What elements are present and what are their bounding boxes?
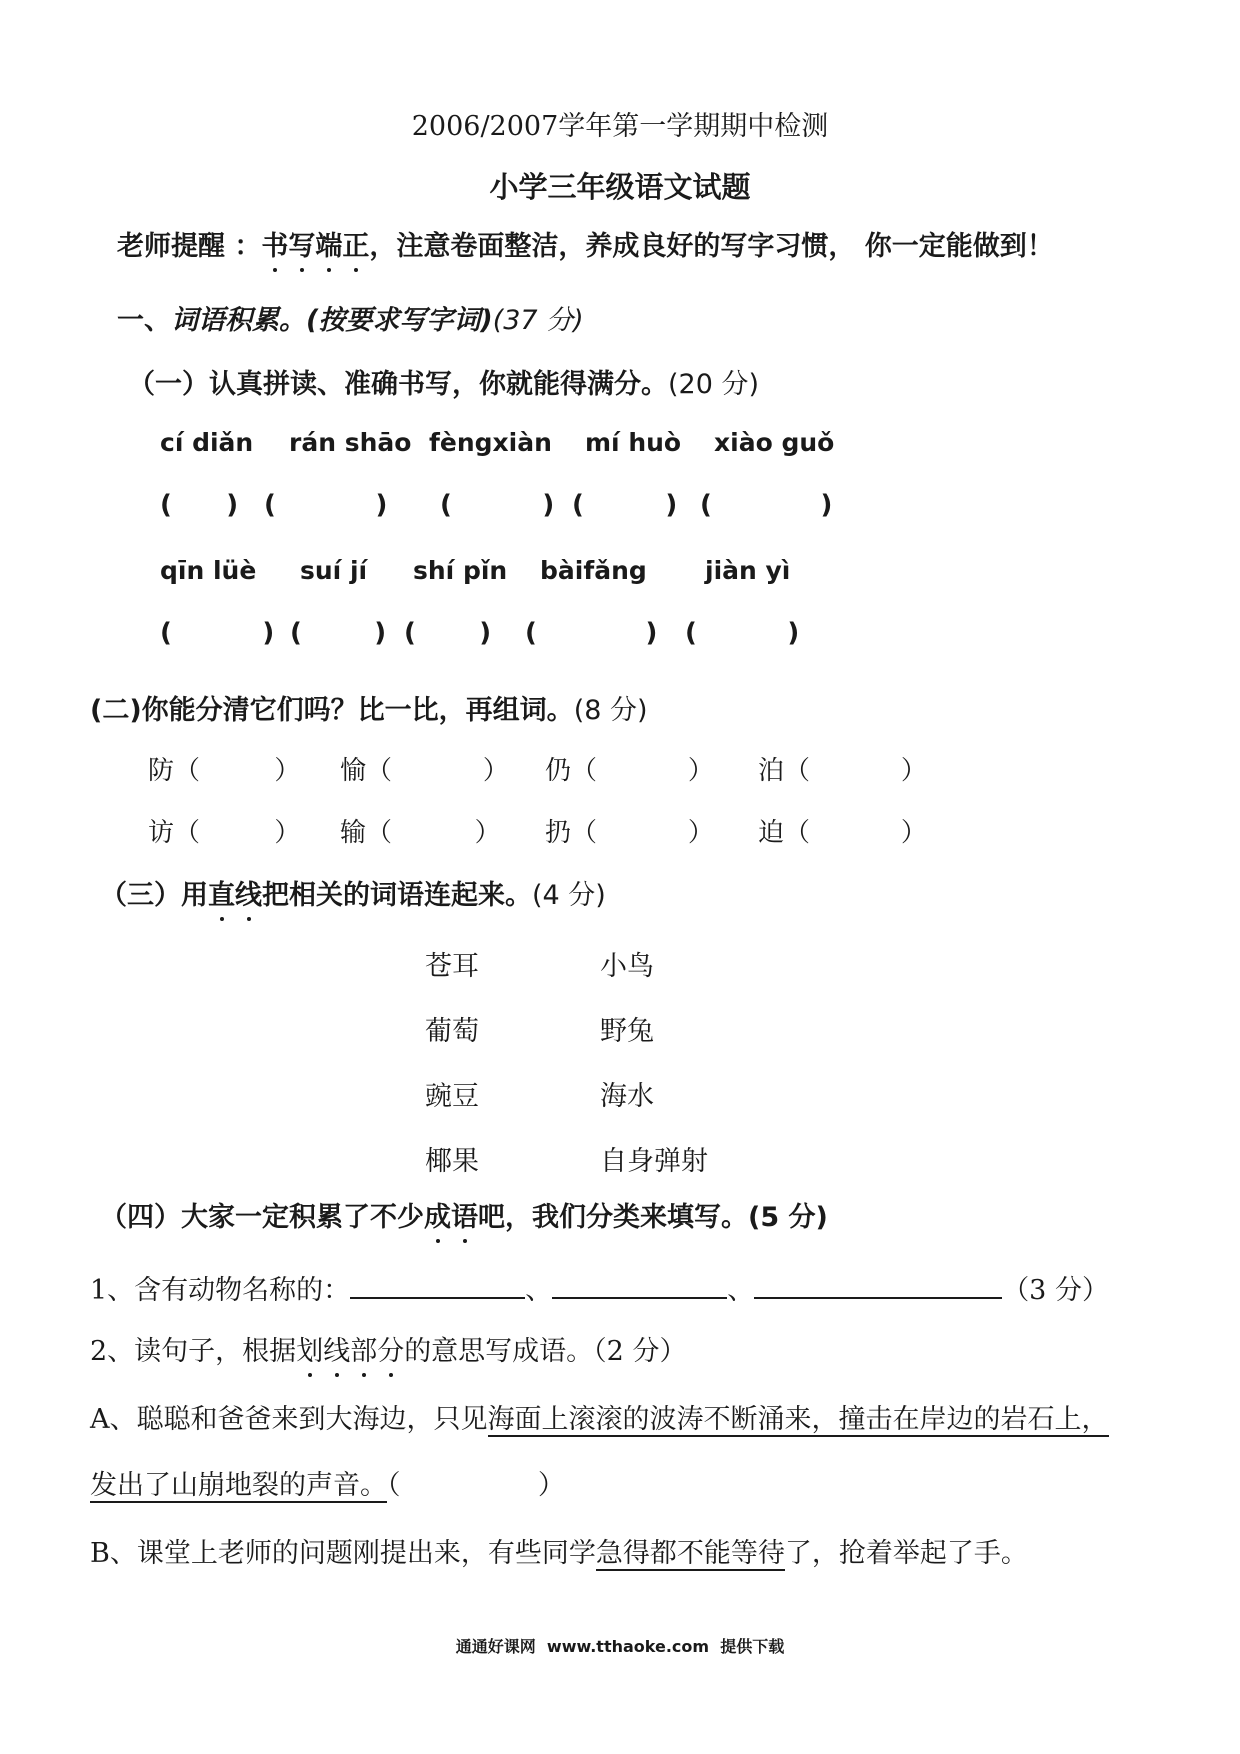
- emphasis-char: 线: [323, 1336, 351, 1367]
- part3-score: (4 分): [532, 880, 606, 911]
- question-2: 2、读句子，根据划线部分的意思写成语。（2 分）: [90, 1336, 687, 1367]
- compare-item: 仍（ ）: [545, 756, 714, 786]
- question-b-underlined: 急得都不能等待: [595, 1538, 785, 1569]
- emphasis-char: 正: [342, 231, 370, 262]
- question-2-dotted-text: [296, 1336, 404, 1367]
- part2-heading: [90, 688, 648, 727]
- question-1-score: （3 分）: [1002, 1275, 1109, 1306]
- emphasis-char: 书: [261, 231, 289, 262]
- compare-item: 访（ ）: [148, 818, 301, 848]
- idiom-blank-1[interactable]: [350, 1273, 525, 1299]
- match-left-item[interactable]: 椰果: [425, 1146, 479, 1177]
- answer-box[interactable]: ( ): [700, 490, 833, 520]
- match-right-item[interactable]: 小鸟: [600, 951, 654, 982]
- part4-score: (5 分): [748, 1202, 828, 1233]
- question-b: B、课堂上老师的问题刚提出来，有些同学急得都不能等待了，抢着举起了手。: [90, 1538, 1028, 1569]
- pinyin-item: bàifǎng: [540, 556, 647, 585]
- question-a-line-2: [90, 1463, 565, 1502]
- pinyin-item: suí jí: [300, 556, 368, 585]
- part1-score: (20 分): [668, 369, 760, 400]
- pinyin-item: rán shāo: [289, 428, 412, 457]
- compare-item: 输（ ）: [340, 818, 501, 848]
- reminder-text: ，注意卷面整洁，养成良好的写字习惯， 你一定能做到！: [369, 231, 1054, 262]
- part4-dotted-text: [424, 1202, 478, 1233]
- match-right-item[interactable]: 海水: [600, 1081, 654, 1112]
- answer-box[interactable]: ( ): [290, 618, 387, 648]
- pinyin-item: xiào guǒ: [714, 428, 835, 457]
- pinyin-item: qīn lüè: [160, 556, 257, 585]
- compare-item: 迫（ ）: [758, 818, 927, 848]
- emphasis-char: 直: [208, 880, 235, 911]
- answer-box[interactable]: ( ): [160, 618, 275, 648]
- part4-heading: （四）大家一定积累了不少成语吧，我们分类来填写。(5 分): [100, 1202, 828, 1233]
- compare-item: 泊（ ）: [758, 756, 927, 786]
- emphasis-char: 端: [315, 231, 343, 262]
- section1-prefix: 一、: [117, 305, 171, 336]
- emphasis-char: 部: [350, 1336, 378, 1367]
- answer-box[interactable]: ( ): [404, 618, 492, 648]
- question-a-underlined-2: 发出了山崩地裂的声音。: [90, 1470, 387, 1501]
- emphasis-char: 线: [235, 880, 262, 911]
- pinyin-item: cí diǎn: [160, 428, 254, 457]
- part1-heading: [128, 362, 759, 401]
- pinyin-item: jiàn yì: [705, 556, 791, 585]
- part3-heading: （三）用直线把相关的词语连起来。(4 分): [100, 880, 606, 911]
- part2-title: (二)你能分清它们吗？比一比，再组词。: [90, 695, 574, 726]
- compare-item: 防（ ）: [148, 756, 301, 786]
- answer-box[interactable]: ( ): [525, 618, 658, 648]
- answer-box[interactable]: ( ): [264, 490, 388, 520]
- compare-item: 扔（ ）: [545, 818, 714, 848]
- part3-dotted-text: [208, 880, 262, 911]
- part2-score: (8 分): [573, 695, 648, 726]
- question-a-line-1: A、聪聪和爸爸来到大海边，只见海面上滚滚的波涛不断涌来，撞击在岸边的岩石上，: [90, 1404, 1109, 1435]
- emphasis-char: 分: [377, 1336, 405, 1367]
- match-left-item[interactable]: 豌豆: [425, 1081, 479, 1112]
- match-left-item[interactable]: 苍耳: [425, 951, 479, 982]
- emphasis-char: 写: [288, 231, 316, 262]
- part1-title: （一）认真拼读、准确书写，你就能得满分。: [128, 369, 668, 400]
- emphasis-char: 成: [424, 1202, 451, 1233]
- pinyin-item: mí huò: [585, 428, 682, 457]
- idiom-blank-2[interactable]: [552, 1273, 727, 1299]
- exam-title: 2006/2007学年第一学期期中检测: [411, 111, 829, 142]
- footer-text: 通通好课网 www.tthaoke.com 提供下载: [455, 1637, 785, 1656]
- question-a-answer-box[interactable]: （ ）: [387, 1470, 565, 1501]
- section1-heading: [117, 298, 584, 337]
- answer-box[interactable]: ( ): [440, 490, 555, 520]
- match-left-item[interactable]: 葡萄: [425, 1016, 479, 1047]
- teacher-reminder: [117, 224, 1054, 263]
- answer-box[interactable]: ( ): [160, 490, 239, 520]
- question-a-underlined: 海面上滚滚的波涛不断涌来，撞击在岸边的岩石上，: [487, 1404, 1109, 1435]
- emphasis-char: 语: [451, 1202, 478, 1233]
- section1-score: (37 分): [492, 305, 584, 336]
- question-1: 1、含有动物名称的： 、 、 （3 分）: [90, 1275, 1109, 1306]
- answer-box[interactable]: ( ): [572, 490, 678, 520]
- reminder-dotted-text: [261, 231, 369, 262]
- match-right-item[interactable]: 自身弹射: [600, 1146, 708, 1177]
- pinyin-item: fèngxiàn: [429, 428, 552, 457]
- match-right-item[interactable]: 野兔: [600, 1016, 654, 1047]
- reminder-label: 老师提醒 ：: [117, 231, 262, 262]
- section1-title: 词语积累。(按要求写字词): [171, 305, 493, 336]
- emphasis-char: 划: [296, 1336, 324, 1367]
- answer-box[interactable]: ( ): [685, 618, 800, 648]
- exam-subtitle: 小学三年级语文试题: [489, 170, 751, 204]
- compare-item: 愉（ ）: [340, 756, 509, 786]
- pinyin-item: shí pǐn: [413, 556, 508, 585]
- idiom-blank-3[interactable]: [754, 1273, 1002, 1299]
